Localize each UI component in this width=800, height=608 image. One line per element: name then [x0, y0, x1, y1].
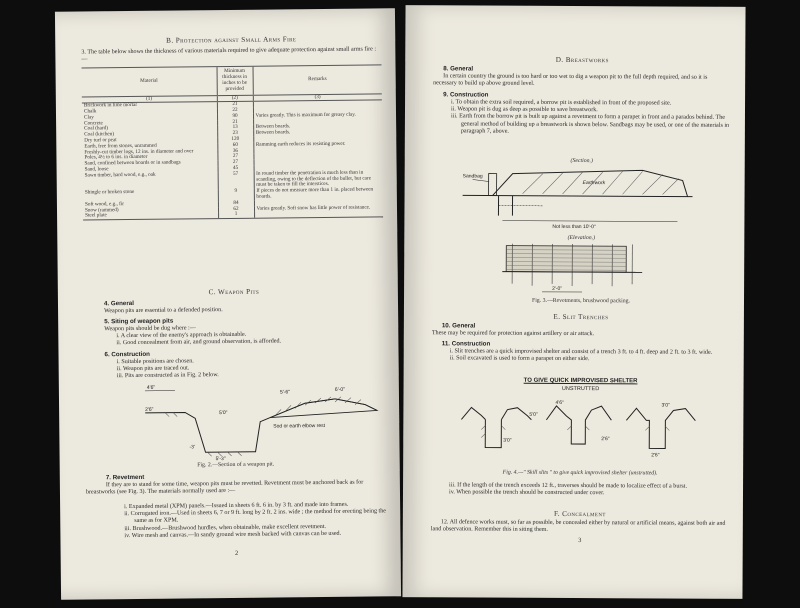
fig3-earthwork-label: Earthwork [582, 180, 606, 187]
para-7-item: iii. Brushwood.—Brushwood hurdles, when obtainable, make excellent revetment. [124, 523, 327, 532]
para-11-more-list [447, 482, 729, 498]
thickness-cell: 57 [218, 172, 254, 190]
fig4-caption: Fig. 4.—" Skill slits " to give quick improvised shelter (unstrutted). [502, 469, 658, 477]
remarks-cell: Varies greatly. This is maximum for greasy clay. [253, 112, 382, 119]
fig3-breastwork-section-diagram [462, 165, 692, 256]
page-number-right: 3 [578, 537, 582, 545]
thickness-cell: 120 [217, 137, 253, 143]
para-10-text: These may be required for protection against artillery or air attack. [431, 330, 595, 338]
section-c-heading: C. Weapon Pits [208, 287, 260, 297]
col-num-2: (2) [217, 95, 253, 102]
fig2-label: Sod or earth elbow rest [273, 422, 326, 430]
thickness-cell: 1 [218, 212, 254, 218]
material-cell: Dry turf or peat [84, 137, 117, 144]
fig4-label: 2'6" [601, 436, 610, 443]
fig4-slit-trench-diagram [451, 395, 711, 466]
fig4-label: 4'6" [555, 399, 564, 406]
thickness-cell: 22 [217, 108, 253, 114]
material-cell: Freshly-cut timber logs, 12 ins. in diameter and over [84, 148, 194, 156]
para-9-title: 9. Construction [443, 91, 489, 99]
col-header-remarks: Remarks [253, 65, 382, 94]
section-label: (Section.) [570, 157, 593, 165]
col-num-1: (1) [82, 95, 217, 103]
col-num-3: (3) [253, 93, 382, 101]
para-3: 3. The table below shows the thickness of various materials required to give adequate protection against small arms fire :— [81, 46, 377, 63]
thickness-cell: 36 [217, 148, 253, 154]
fig2-label: 4'6" [146, 384, 156, 391]
fig3-not-less-label: Not less than 10'-0" [552, 223, 596, 231]
para-11-list [448, 348, 730, 364]
para-9-list [449, 99, 731, 136]
para-9-item: iii. Earth from the borrow pit is built up against a revetment to form a parapet in front and a parados behind. The general method of building up a breastwork is shown below. Sandbags may be used, or one of the materials in paragraph 7, above. [450, 113, 730, 135]
shelter-subtitle: UNSTRUTTED [561, 385, 600, 393]
section-f-heading: F. Concealment [553, 509, 606, 519]
thickness-cell: 9 [218, 189, 254, 201]
remarks-cell: In round timber the penetration is much less than in scantling, owing to the deflection of the bullet, but care must be taken to fill the interstices. [254, 170, 383, 189]
para-6-item: i. Suitable positions are chosen. [116, 358, 194, 366]
para-6-list [115, 356, 385, 380]
para-11-item: iii. If the length of the trench exceeds 12 ft., traverses should be made to localize effect of a burst. [449, 482, 688, 490]
para-9-item: ii. Weapon pit is dug as deep as possible to save breastwork. [450, 106, 598, 114]
fig2-weapon-pit-diagram [145, 380, 386, 463]
para-8-title: 8. General [443, 65, 474, 73]
para-6-title: 6. Construction [104, 350, 150, 359]
para-7-text: If they are to stand for some time, weapon pits must be revetted. Revetment must be anchored back as for breastworks (see Fig. 3). The materials normally used are :— [85, 479, 364, 496]
thickness-cell: 62 [218, 206, 254, 212]
para-9-item: i. To obtain the extra soil required, a borrow pit is established in front of the proposed site. [451, 99, 672, 107]
fig3-elevation-diagram [502, 244, 652, 297]
material-cell: Earth, free from stones, unrammed [84, 142, 157, 150]
remarks-cell: Between boards. [253, 124, 382, 131]
fig4-label: 3'0" [503, 437, 512, 444]
fig4-label: 5'0" [529, 411, 538, 418]
fig2-label: 5'-3" [215, 456, 226, 463]
materials-table [82, 65, 384, 219]
material-cell: Chalk [83, 108, 97, 115]
col-header-thickness: Minimum thickness in inches to be provided [217, 67, 253, 95]
remarks-cell [254, 211, 383, 218]
material-cell: Sand, loose [84, 166, 109, 173]
thickness-cell: 23 [217, 131, 253, 137]
thickness-cell: 13 [217, 125, 253, 131]
fig2-label: 2'6" [145, 406, 154, 413]
material-cell: Brickwork in lime mortar [83, 102, 138, 109]
para-4-text: Weapon pits are essential to a defended position. [104, 307, 223, 315]
material-cell: Shingle or broken stone [84, 189, 135, 196]
material-cell: Snow (rammed) [84, 206, 119, 214]
para-7-title: 7. Revetment [105, 473, 145, 482]
col-header-material: Material [82, 67, 217, 96]
elevation-label: (Elevation.) [567, 234, 596, 242]
fig2-label: -3' [189, 444, 195, 451]
para-7-item: i. Expanded metal (XPM) panels.—Issued in sheets 6 ft. 6 in. by 3 ft. and made into frames. [124, 501, 349, 511]
remarks-cell: Between boards. [253, 130, 382, 137]
section-b-heading: B. Protection against Small Arms Fire [166, 35, 297, 45]
fig2-caption: Fig. 2.—Section of a weapon pit. [197, 461, 275, 469]
thickness-cell: 21 [217, 102, 253, 109]
fig2-label: 5'-6" [279, 389, 290, 396]
para-11-item: iv. When possible the trench should be constructed under cover. [448, 489, 605, 497]
shelter-title: TO GIVE QUICK IMPROVISED SHELTER [523, 377, 638, 385]
para-5-item: i. A clear view of the enemy's approach is obtainable. [116, 331, 247, 340]
fig3-caption: Fig. 3.—Revetments, brushwood packing. [531, 297, 631, 305]
remarks-cell: Ramming earth reduces its resisting power. [253, 141, 382, 148]
material-cell: Steel plate [85, 212, 107, 219]
para-7-item: iv. Wire mesh and canvas.—In sandy ground wire mesh backed with canvas can be used. [124, 530, 342, 539]
thickness-cell: 84 [218, 201, 254, 207]
thickness-cell: 27 [217, 160, 253, 166]
fig3-dim-label: 2'-0" [552, 285, 563, 292]
para-5-text: Weapon pits should be dug where :— [104, 325, 196, 333]
remarks-cell: Varies greatly. Soft snow has little power of resistance. [254, 205, 383, 212]
para-6-item: iii. Pits are constructed as in Fig. 2 below. [116, 372, 219, 380]
para-4-title: 4. General [103, 299, 134, 308]
remarks-cell: If pieces do not measure more than 1 in. placed between boards. [254, 188, 383, 201]
material-cell: Coal (hard) [84, 125, 108, 132]
right-page [402, 5, 745, 599]
material-cell: Coal (kitchen) [84, 131, 115, 138]
para-8-text: In certain country the ground is too hard or too wet to dig a weapon pit to the full depth required, and so it is necessary to build up above ground level. [433, 73, 708, 87]
left-page [55, 8, 401, 600]
para-5-list [114, 330, 384, 347]
section-d-heading: D. Breastworks [555, 55, 609, 65]
para-5-title: 5. Siting of weapon pits [104, 317, 174, 326]
para-11-item: ii. Soil excavated is used to form a parapet on either side. [449, 355, 590, 363]
material-cell: Concrete [84, 119, 103, 127]
materials-table-wrap [82, 64, 384, 220]
thickness-cell: 27 [217, 154, 253, 160]
thickness-cell: 90 [217, 114, 253, 120]
material-cell: Soft wood, e.g., fir [84, 200, 125, 208]
para-10-title: 10. General [441, 322, 476, 330]
fig3-sandbag-label: Sandbag [462, 173, 483, 180]
material-cell: Sawn timber, hard wood, e.g., oak [84, 171, 156, 179]
page-number-left: 2 [234, 549, 239, 557]
para-11-title: 11. Construction [441, 340, 491, 348]
fig4-label: 3'0" [661, 402, 670, 409]
material-cell: Sand, confined between boards or in sandbags [84, 159, 181, 167]
para-11-item: i. Slit trenches are a quick improvised shelter and consist of a trench 3 ft. to 4 ft. deep and 2 ft. to 3 ft. wide. [449, 348, 713, 356]
para-7-item: ii. Corrugated iron.—Used in sheets 6, 7 or 9 ft. long by 2 ft. 2 ins. wide ; the method for erecting being the same as for XPM. [124, 508, 387, 525]
para-12-text: 12. All defence works must, so far as possible, be concealed either by natural or artificial means, against both air and land observation. Remember this in siting them. [430, 519, 726, 534]
material-cell: Poles, 4½ to 6 ins. in diameter [84, 154, 148, 161]
material-cell: Clay [84, 114, 94, 121]
fig4-label: 2'6" [651, 452, 660, 459]
para-5-item: ii. Good concealment from air, and ground observation, is afforded. [116, 338, 282, 347]
section-e-heading: E. Slit Trenches [553, 312, 609, 322]
fig2-label: 5'0" [219, 410, 228, 417]
thickness-cell: 21 [217, 119, 253, 125]
para-7-list [122, 501, 386, 540]
thickness-cell: 60 [217, 143, 253, 149]
fig2-label: 6'-0" [334, 386, 345, 393]
thickness-cell: 45 [218, 166, 254, 172]
para-6-item: ii. Weapon pits are traced out. [116, 365, 190, 373]
